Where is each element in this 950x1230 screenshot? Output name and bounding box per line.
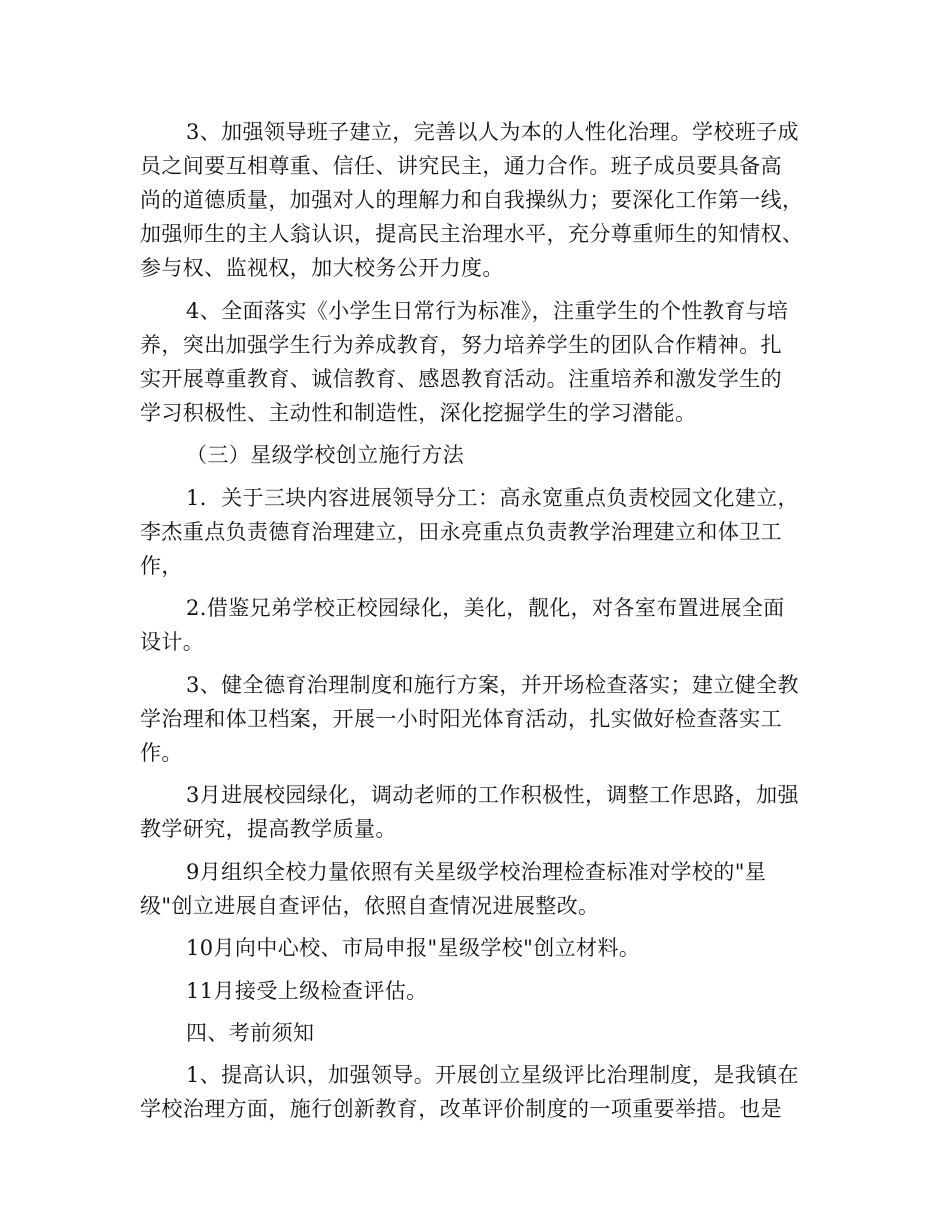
text-line: 级"创立进展自查评估，依照自查情况进展整改。 [140,894,600,918]
text-line: 10月向中心校、市局申报"星级学校"创立材料。 [186,936,641,960]
section-heading: 四、考前须知 [186,1021,315,1045]
text-line: 学校治理方面，施行创新教育，改革评价制度的一项重要举措。也是 [140,1097,782,1121]
text-line: 设计。 [140,630,205,654]
text-line: 实开展尊重教育、诚信教育、感恩教育活动。注重培养和激发学生的 [140,367,782,391]
text-line: 3、健全德育治理制度和施行方案，并开场检查落实；建立健全教 [186,673,799,697]
text-line: 学习积极性、主动性和制造性，深化挖掘学生的学习潜能。 [140,401,697,425]
text-line: 学治理和体卫档案，开展一小时阳光体育活动，扎实做好检查落实工 [140,707,782,731]
text-line: 教学研究，提高教学质量。 [140,817,397,841]
text-line: 作， [140,554,183,578]
text-line: 1．关于三块内容进展领导分工：高永宽重点负责校园文化建立， [186,486,799,510]
text-line: 3月进展校园绿化，调动老师的工作积极性，调整工作思路，加强 [186,783,799,807]
text-line: 作。 [140,741,183,765]
text-line: 4、全面落实《小学生日常行为标准》，注重学生的个性教育与培 [186,299,789,323]
text-line: 李杰重点负责德育治理建立，田永亮重点负责教学治理建立和体卫工 [140,520,782,544]
text-line: 加强师生的主人翁认识，提高民主治理水平，充分尊重师生的知情权、 [140,222,804,246]
text-line: 11月接受上级检查评估。 [186,979,428,1003]
text-line: 1、提高认识，加强领导。开展创立星级评比治理制度，是我镇在 [186,1063,799,1087]
text-line: 员之间要互相尊重、信任、讲究民主，通力合作。班子成员要具备高 [140,154,782,178]
text-line: 养，突出加强学生行为养成教育，努力培养学生的团队合作精神。扎 [140,333,782,357]
text-line: 9月组织全校力量依照有关星级学校治理检查标准对学校的"星 [186,860,767,884]
text-line: 参与权、监视权，加大校务公开力度。 [140,256,504,280]
text-line: 尚的道德质量，加强对人的理解力和自我操纵力；要深化工作第一线， [140,188,804,212]
text-line: 3、加强领导班子建立，完善以人为本的人性化治理。学校班子成 [186,120,799,144]
section-heading: （三）星级学校创立施行方法 [186,443,465,467]
text-line: 2.借鉴兄弟学校正校园绿化，美化，靓化，对各室布置进展全面 [186,596,785,620]
